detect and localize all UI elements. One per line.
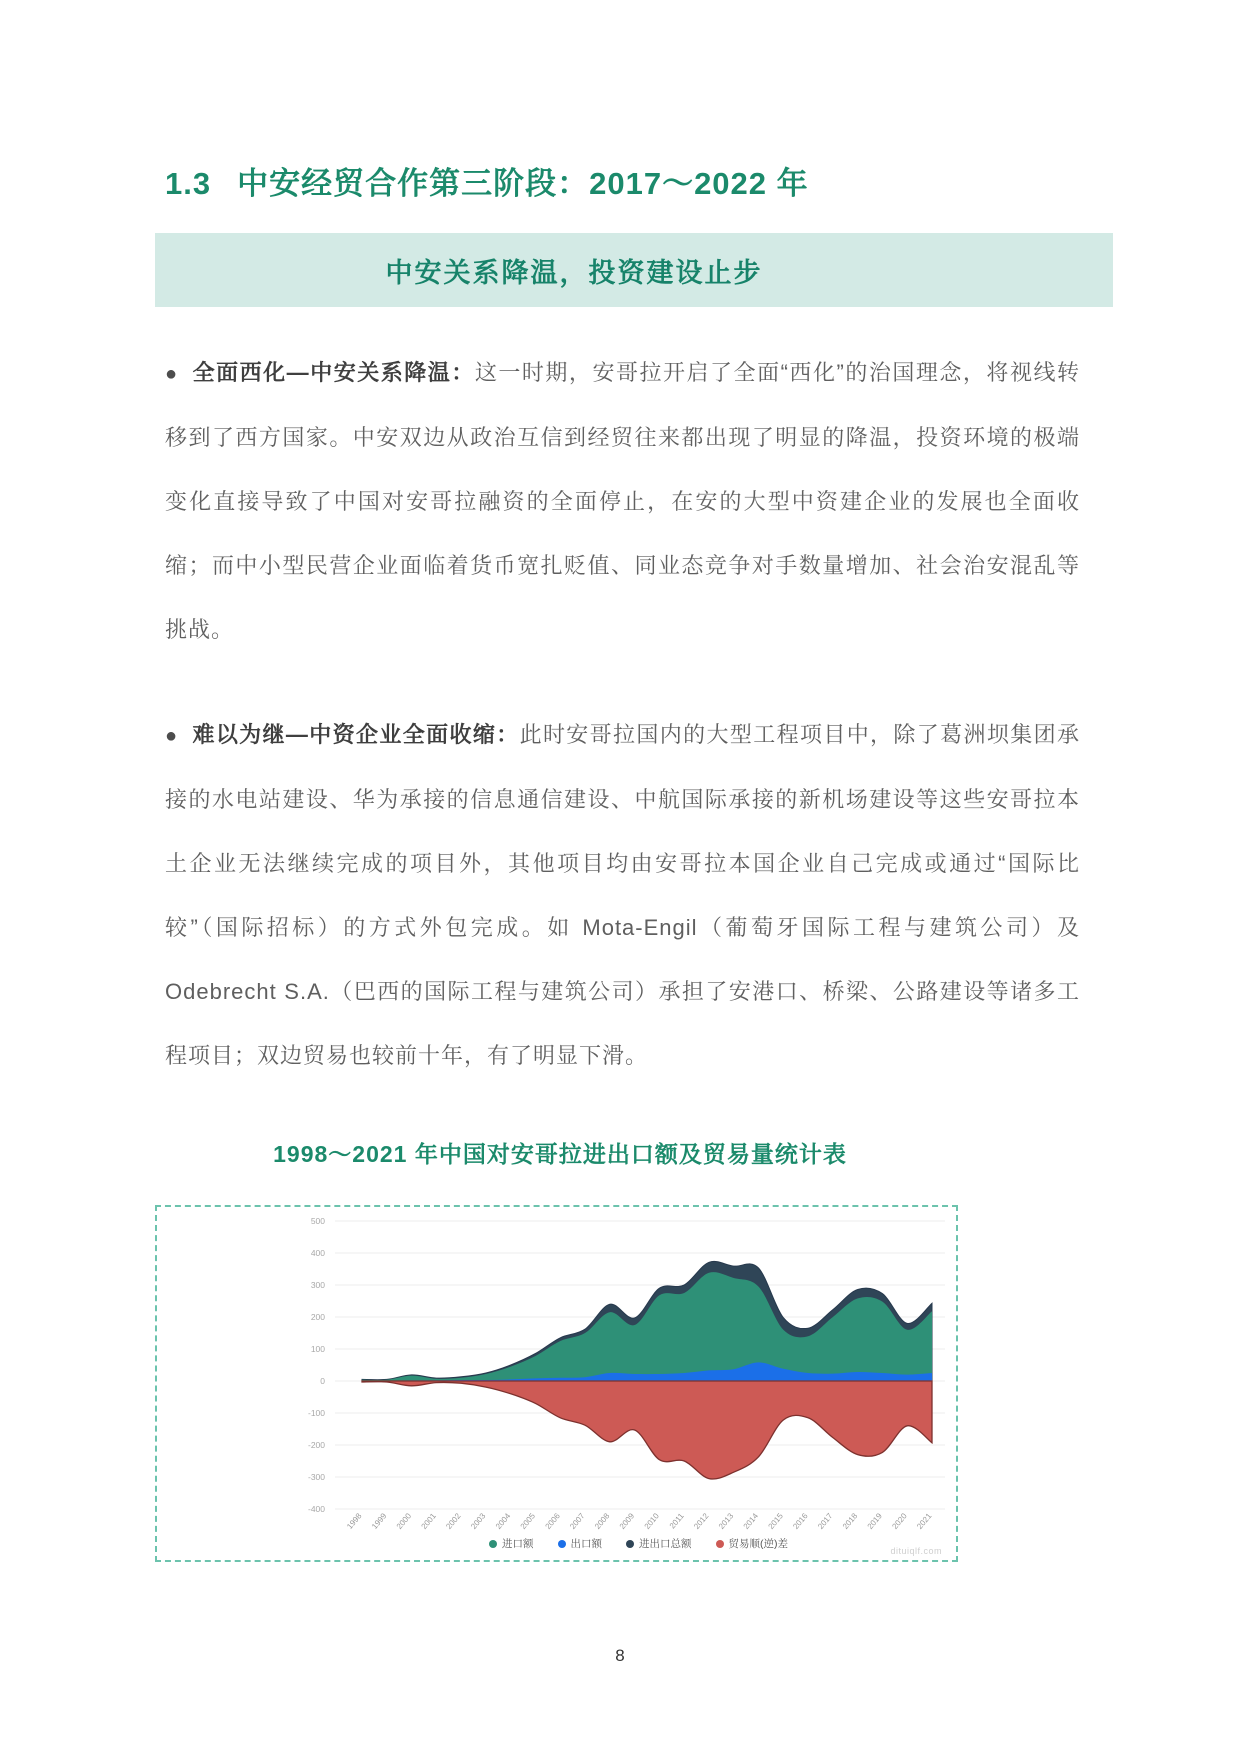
legend-item: 进出口总额 [626, 1536, 692, 1551]
svg-text:2008: 2008 [592, 1511, 612, 1531]
svg-text:-400: -400 [307, 1504, 325, 1514]
svg-text:-100: -100 [307, 1408, 325, 1418]
paragraph [165, 703, 1080, 1088]
svg-text:2012: 2012 [692, 1511, 711, 1531]
svg-text:200: 200 [310, 1312, 325, 1322]
chart-title: 1998～2021 年中国对安哥拉进出口额及贸易量统计表 [273, 1141, 847, 1167]
svg-text:2006: 2006 [543, 1511, 562, 1531]
svg-text:2009: 2009 [617, 1511, 637, 1531]
svg-text:1999: 1999 [369, 1511, 389, 1531]
svg-text:0: 0 [320, 1376, 325, 1386]
svg-text:2020: 2020 [890, 1511, 909, 1531]
legend-item: 贸易顺(逆)差 [716, 1536, 789, 1551]
svg-text:2021: 2021 [915, 1511, 934, 1531]
svg-text:500: 500 [310, 1216, 325, 1226]
paragraph-body: 这一时期，安哥拉开启了全面“西化”的治国理念，将视线转移到了西方国家。中安双边从政治互信到经贸往来都出现了明显的降温，投资环境的极端变化直接导致了中国对安哥拉融资的全面停止，在安的大型中资建企业的发展也全面收缩；而中小型民营企业面临着货币宽扎贬值、同业态竞争对手数量增加、社会治安混乱等挑战。 [165, 360, 1080, 642]
svg-text:2003: 2003 [469, 1511, 488, 1531]
svg-text:-200: -200 [307, 1440, 325, 1450]
svg-text:2019: 2019 [865, 1511, 884, 1531]
page-title [165, 158, 809, 203]
bullet-icon: ● [165, 725, 179, 747]
legend-dot-icon [489, 1540, 497, 1548]
svg-text:2000: 2000 [394, 1511, 414, 1531]
svg-text:2007: 2007 [568, 1511, 587, 1531]
svg-text:1998: 1998 [345, 1511, 364, 1531]
paragraph-lead: 难以为继—中资企业全面收缩： [192, 722, 520, 747]
section-title: 中安经贸合作第三阶段：2017～2022 年 [237, 166, 809, 201]
svg-text:2014: 2014 [741, 1511, 761, 1531]
legend-dot-icon [558, 1540, 566, 1548]
paragraph [165, 341, 1080, 662]
section-number: 1.3 [165, 166, 212, 201]
svg-text:2016: 2016 [791, 1511, 810, 1531]
svg-text:2013: 2013 [716, 1511, 736, 1531]
paragraph-body: 此时安哥拉国内的大型工程项目中，除了葛洲坝集团承接的水电站建设、华为承接的信息通信建设、中航国际承接的新机场建设等这些安哥拉本土企业无法继续完成的项目外，其他项目均由安哥拉本国企业自己完成或通过“国际比较”（国际招标）的方式外包完成。如 Mota-Engil（葡萄牙国际工程与建筑公司）及 Odebrecht S.A.（巴西的国际工程与建筑公司）承担了安港口、桥梁、公路建设等诸多工程项目；双边贸易也较前十年，有了明显下滑。 [165, 722, 1080, 1068]
legend-item: 进口额 [489, 1536, 534, 1551]
watermark: dituiqlf.com [890, 1546, 942, 1556]
highlight-banner [155, 233, 1113, 307]
banner-title: 中安关系降温，投资建设止步 [385, 257, 763, 288]
svg-text:2001: 2001 [419, 1511, 438, 1531]
svg-text:100: 100 [310, 1344, 325, 1354]
svg-text:2015: 2015 [766, 1511, 785, 1531]
legend-dot-icon [626, 1540, 634, 1548]
legend-dot-icon [716, 1540, 724, 1548]
paragraph-lead: 全面西化—中安关系降温： [192, 360, 475, 385]
legend-item: 出口额 [558, 1536, 603, 1551]
chart-legend [327, 1536, 950, 1551]
svg-text:2010: 2010 [642, 1511, 661, 1531]
bullet-icon: ● [165, 363, 179, 385]
svg-text:2004: 2004 [493, 1511, 513, 1531]
svg-text:2002: 2002 [444, 1511, 463, 1531]
svg-text:-300: -300 [307, 1472, 325, 1482]
page-number: 8 [615, 1646, 625, 1665]
chart-box [155, 1205, 958, 1562]
svg-text:300: 300 [310, 1280, 325, 1290]
svg-text:2017: 2017 [816, 1511, 835, 1531]
svg-text:2011: 2011 [667, 1511, 686, 1531]
svg-text:2018: 2018 [840, 1511, 860, 1531]
trade-area-chart [157, 1207, 956, 1560]
svg-text:400: 400 [310, 1248, 325, 1258]
svg-text:2005: 2005 [518, 1511, 538, 1531]
